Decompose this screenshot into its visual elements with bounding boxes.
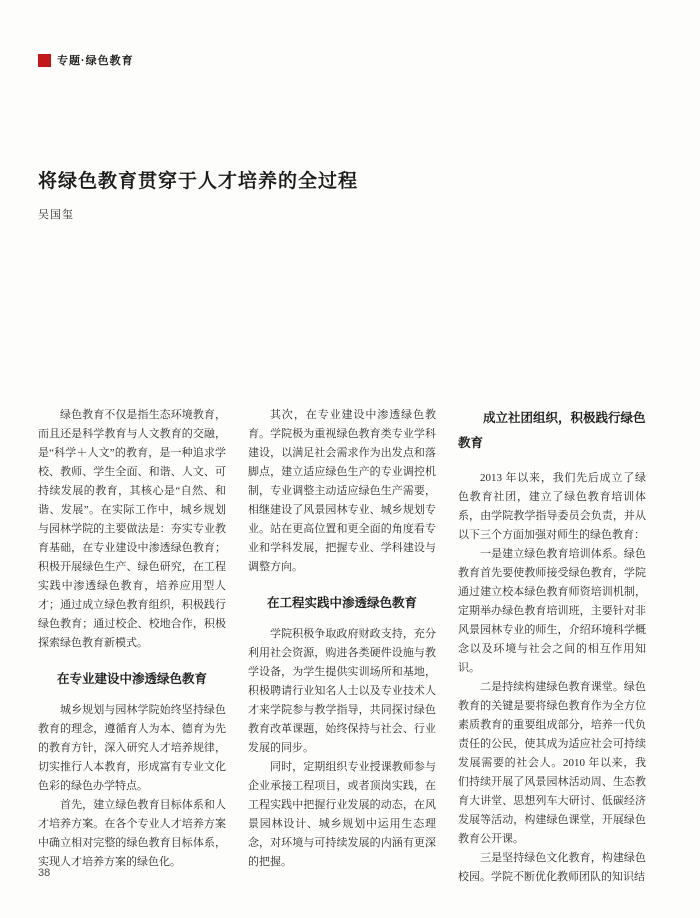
body-paragraph: 学院积极争取政府财政支持，充分利用社会资源，购进各类硬件设施与教学设备，为学生提供实训场所和基地，积极聘请行业知名人士以及专业技术人才来学院参与教学指导，共同探讨绿色教育改革课题，始终保持与社会、行业发展的同步。 [248,628,436,754]
column-1 [38,406,226,887]
section-heading: 在工程实践中渗透绿色教育 [266,596,417,610]
body-paragraph: 二是持续构建绿色教育课堂。绿色教育的关键是要将绿色教育作为全方位素质教育的重要组成部分，培养一代负责任的公民，使其成为适应社会可持续发展需要的社会人。2010 年以来，我们持续开展了风景园林活动周、生态教育大讲堂、思想列车大研讨、低碳经济发展等活动，构建绿色课堂，开展绿色教育公开课。 [458,681,646,845]
body-paragraph: 一是建立绿色教育培训体系。绿色教育首先要使教师接受绿色教育，学院通过建立校本绿色教育师资培训机制，定期举办绿色教育培训班，主要针对非风景园林专业的师生，介绍环境科学概念以及环境与社会之间的相互作用知识。 [458,548,646,674]
topic-tag [38,52,134,68]
body-paragraph: 首先，建立绿色教育目标体系和人才培养方案。在各个专业人才培养方案中确立相对完整的绿色教育目标体系，实现人才培养方案的绿色化。 [38,799,226,868]
column-3 [458,406,646,887]
article-title: 将绿色教育贯穿于人才培养的全过程 [38,171,359,192]
body-paragraph: 其次，在专业建设中渗透绿色教育。学院极为重视绿色教育类专业学科建设，以满足社会需求作为出发点和落脚点，建立适应绿色生产的专业调控机制，专业调整主动适应绿色生产需要，相继建设了风景园林专业、城乡规划专业。站在更高位置和更全面的角度看专业和学科发展，把握专业、学科建设与调整方向。 [248,409,436,573]
page-number: 38 [38,867,51,879]
section-heading: 在专业建设中渗透绿色教育 [56,672,207,686]
body-paragraph: 同时，定期组织专业授课教师参与企业承接工程项目，或者顶岗实践，在工程实践中把握行业发展的动态，在风景园林设计、城乡规划中运用生态理念，对环境与可持续发展的内涵有更深的把握。 [248,761,436,868]
body-paragraph: 城乡规划与园林学院始终坚持绿色教育的理念，遵循育人为本、德育为先的教育方针，深入研究人才培养规律，切实推行人本教育，形成富有专业文化色彩的绿色办学特点。 [38,704,226,792]
author-name: 吴国玺 [38,209,74,221]
body-paragraph: 2013 年以来，我们先后成立了绿色教育社团，建立了绿色教育培训体系，由学院教学指导委员会负责，并从以下三个方面加强对师生的绿色教育： [458,472,646,541]
topic-marker-icon [38,54,51,67]
body-paragraph: 绿色教育不仅是指生态环境教育，而且还是科学教育与人文教育的交融，是“科学＋人文”的教育，是一种追求学校、教师、学生全面、和谐、人文、可持续发展的教育，其核心是“自然、和谐、发展”。在实际工作中，城乡规划与园林学院的主要做法是：夯实专业教育基础，在专业建设中渗透绿色教育；积极开展绿色生产、绿色研究，在工程实践中渗透绿色教育，培养应用型人才；通过成立绿色教育组织，积极践行绿色教育；通过校企、校地合作，积极探索绿色教育新模式。 [38,409,226,649]
body-paragraph: 三是坚持绿色文化教育，构建绿色校园。学院不断优化教师团队的知识结 [458,852,646,883]
topic-label: 专题·绿色教育 [57,55,134,67]
section-heading: 成立社团组织，积极践行绿色教育 [458,411,646,450]
column-2 [248,406,436,887]
article-body [38,406,646,887]
